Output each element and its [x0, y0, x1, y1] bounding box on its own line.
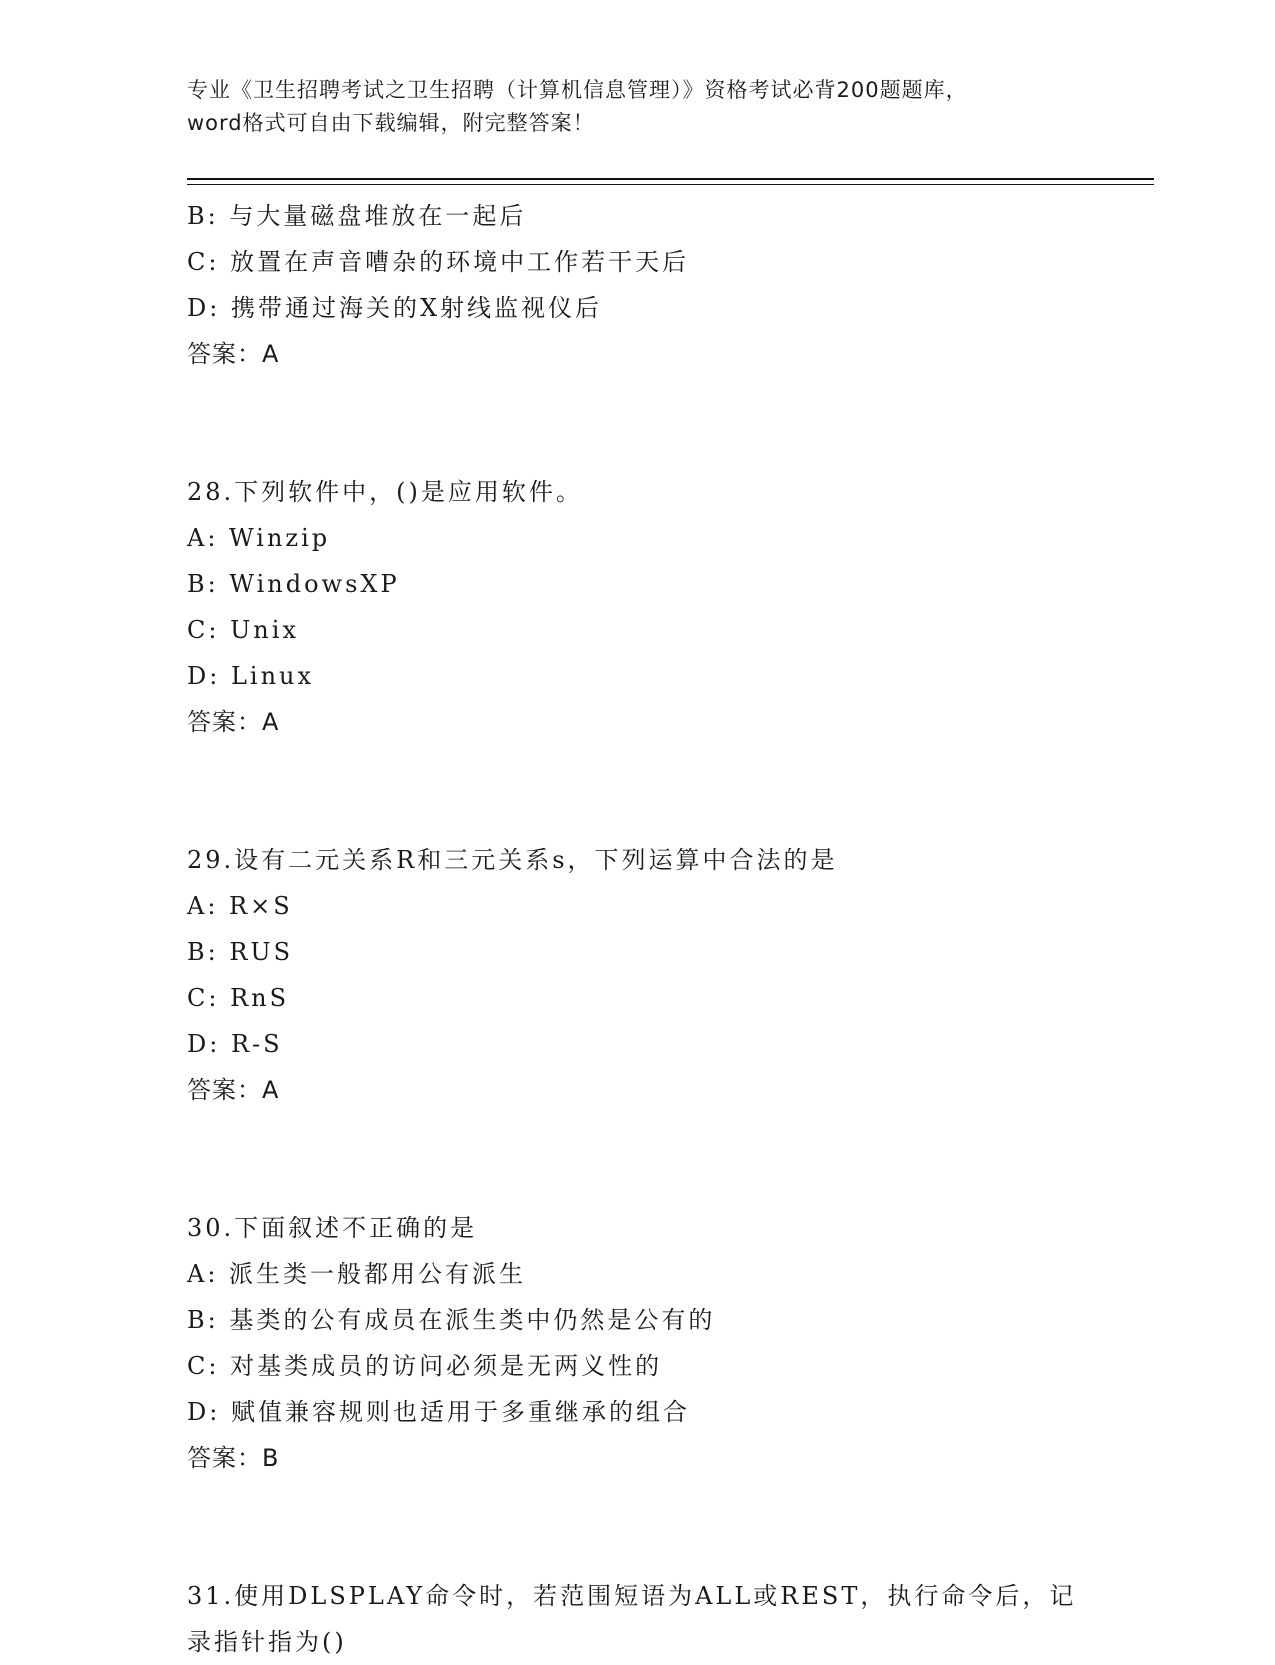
option-c: C: RnS — [187, 984, 290, 1012]
question-text: 30.下面叙述不正确的是 — [187, 1214, 478, 1242]
option-a: A: Winzip — [187, 524, 331, 552]
question-text-line-1: 31.使用DLSPLAY命令时，若范围短语为ALL或REST，执行命令后，记 — [187, 1582, 1077, 1610]
option-b: B: WindowsXP — [187, 570, 400, 598]
header-divider-thick — [187, 178, 1154, 180]
answer-line: 答案：A — [187, 708, 280, 736]
question-30 — [187, 1205, 1087, 1481]
answer-line: 答案：A — [187, 340, 280, 368]
option-a: A: R×S — [187, 892, 293, 920]
question-text: 29.设有二元关系R和三元关系s，下列运算中合法的是 — [187, 846, 838, 874]
option-c: C: 放置在声音嘈杂的环境中工作若干天后 — [187, 248, 690, 276]
document-header — [187, 74, 1087, 140]
option-c: C: Unix — [187, 616, 299, 644]
question-31 — [187, 1573, 1087, 1665]
option-b: B: 与大量磁盘堆放在一起后 — [187, 202, 527, 230]
option-c: C: 对基类成员的访问必须是无两义性的 — [187, 1352, 663, 1380]
answer-line: 答案：B — [187, 1444, 280, 1472]
header-line-2: word格式可自由下载编辑，附完整答案！ — [187, 111, 595, 135]
option-d: D: R-S — [187, 1030, 283, 1058]
header-line-1: 专业《卫生招聘考试之卫生招聘（计算机信息管理）》资格考试必背200题题库， — [187, 78, 968, 102]
question-text-line-2: 录指针指为() — [187, 1628, 347, 1656]
question-28 — [187, 469, 1087, 745]
answer-line: 答案：A — [187, 1076, 280, 1104]
option-a: A: 派生类一般都用公有派生 — [187, 1260, 527, 1288]
question-text: 28.下列软件中，()是应用软件。 — [187, 478, 583, 506]
question-27-continued — [187, 193, 1087, 377]
option-b: B: 基类的公有成员在派生类中仍然是公有的 — [187, 1306, 716, 1334]
option-b: B: RUS — [187, 938, 294, 966]
option-d: D: 赋值兼容规则也适用于多重继承的组合 — [187, 1398, 690, 1426]
option-d: D: 携带通过海关的X射线监视仪后 — [187, 294, 603, 322]
question-list — [187, 193, 1087, 1665]
question-29 — [187, 837, 1087, 1113]
header-divider-thin — [187, 184, 1154, 185]
option-d: D: Linux — [187, 662, 315, 690]
